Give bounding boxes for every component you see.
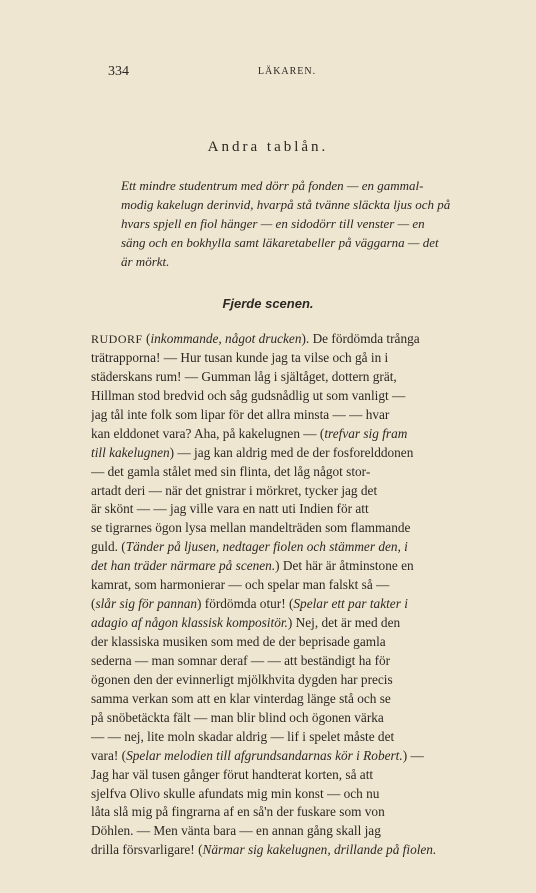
spoken-text: ( — [142, 331, 151, 346]
spoken-text: är skönt — — jag ville vara en natt uti Indien för att — [91, 501, 369, 517]
spoken-text: sjelfva Olivo skulle afundats mig min konst — och nu — [91, 785, 380, 801]
spoken-text: ). De fördömda trånga — [301, 331, 420, 346]
stage-direction-inline: Spelar melodien till afgrundsandarnas kör i Robert. — [126, 747, 403, 763]
text-line — [91, 841, 504, 860]
spoken-text: jag tål inte folk som lipar för det allra minsta — — hvar — [91, 406, 390, 422]
text-line — [91, 387, 504, 406]
text-line — [91, 671, 504, 690]
stage-direction-inline: slår sig för pannan — [95, 596, 198, 612]
text-line — [91, 425, 504, 444]
spoken-text: der klassiska musiken som med de der beprisade gamla — [91, 634, 386, 649]
stage-direction-inline: adagio af någon klassisk kompositör. — [91, 615, 288, 631]
text-line — [91, 538, 504, 557]
stage-direction-line: säng och en bokhylla samt läkaretabeller på väggarna — det — [121, 235, 439, 250]
stage-direction-inline: Tänder på ljusen, nedtager fiolen och stämmer den, i — [125, 539, 408, 555]
text-line — [91, 747, 504, 766]
spoken-text: sederna — man somnar deraf — — att beständigt ha för — [91, 652, 391, 668]
stage-direction-inline: Spelar ett par takter i — [293, 596, 408, 612]
text-line — [91, 728, 504, 747]
spoken-text: ) — jag kan aldrig med de der fosforelddonen — [169, 444, 414, 460]
stage-direction-inline: trefvar sig fram — [324, 425, 408, 441]
text-line — [91, 822, 504, 841]
page-header — [108, 64, 466, 84]
text-line — [91, 614, 504, 633]
spoken-text: ögonen den der evinnerligt mjölkhvita dygden har precis — [91, 671, 393, 687]
spoken-text: låta slå mig på fingrarna af en så'n der fuskare som von — [91, 804, 385, 820]
spoken-text: artadt deri — när det gnistrar i mörkret, tycker jag det — [91, 482, 378, 498]
spoken-text: ( — [91, 596, 96, 612]
text-line — [91, 406, 504, 425]
spoken-text: städerskans rum! — Gumman låg i själtåget, dottern grät, — [91, 368, 397, 384]
stage-direction-inline: det han träder närmare på scenen. — [91, 558, 276, 574]
text-line — [91, 330, 504, 349]
spoken-text: Döhlen. — Men vänta bara — en annan gång skall jag — [91, 823, 381, 839]
stage-direction-line: modig kakelugn derinvid, hvarpå stå tvänne släckta ljus och på — [121, 197, 451, 212]
stage-direction-line: Ett mindre studentrum med dörr på fonden — en gammal- — [121, 178, 424, 193]
tableau-title: Andra tablån. — [207, 139, 329, 155]
spoken-text: Jag har väl tusen gånger förut handterat korten, så att — [91, 766, 374, 782]
stage-direction — [121, 176, 490, 271]
spoken-text: ) fördömda otur! ( — [197, 596, 294, 612]
text-line — [91, 482, 504, 501]
spoken-text: guld. ( — [91, 539, 126, 555]
spoken-text: ) — — [402, 747, 424, 763]
text-line — [91, 349, 504, 368]
spoken-text: samma verkan som att en klar vinterdag länge stå och se — [91, 690, 391, 706]
text-line — [91, 463, 504, 482]
page-number: 334 — [108, 64, 129, 79]
spoken-text: på snöbetäckta fält — man blir blind och ögonen värka — [91, 709, 384, 725]
stage-direction-line: hvars spjell en fiol hänger — en sidodörr till venster — en — [121, 216, 425, 231]
stage-direction-inline: Närmar sig kakelugnen, drillande på fiolen. — [202, 842, 437, 858]
stage-direction-line: är mörkt. — [121, 254, 170, 269]
spoken-text: ) Det här är åtminstone en — [275, 558, 414, 574]
text-line — [91, 444, 504, 463]
text-line — [91, 576, 504, 595]
text-line — [91, 803, 504, 822]
spoken-text: se tigrarnes ögon lysa mellan mandelträden som flammande — [91, 520, 411, 536]
scene-heading: Fjerde scenen. — [222, 296, 314, 311]
stage-direction-inline: till kakelugnen — [91, 444, 170, 460]
text-line — [91, 595, 504, 614]
spoken-text: vara! ( — [91, 747, 127, 763]
spoken-text: kan elddonet vara? Aha, på kakelugnen — ( — [91, 425, 325, 441]
speaker-name: RUDORF — [91, 332, 143, 346]
spoken-text: kamrat, som harmonierar — och spelar man falskt så — — [91, 577, 390, 593]
spoken-text: Hillman stod bredvid och såg gudsnådlig ut som vanligt — — [91, 387, 406, 403]
text-line — [91, 368, 504, 387]
text-line — [91, 633, 504, 652]
spoken-text: — det gamla stålet med sin flinta, det låg något stor- — [91, 463, 371, 479]
spoken-text: trätrapporna! — Hur tusan kunde jag ta vilse och gå in i — [91, 349, 389, 365]
text-line — [91, 652, 504, 671]
spoken-text: drilla försvarligare! ( — [91, 842, 203, 858]
text-line — [91, 785, 504, 804]
running-head: LÄKAREN. — [257, 66, 317, 77]
text-line — [91, 709, 504, 728]
stage-direction-inline: inkommande, något drucken — [150, 331, 302, 346]
text-line — [91, 500, 504, 519]
text-line — [91, 519, 504, 538]
spoken-text: ) Nej, det är med den — [287, 615, 401, 631]
text-line — [91, 766, 504, 785]
text-line — [91, 690, 504, 709]
dialogue-block — [91, 330, 504, 860]
spoken-text: — — nej, lite moln skadar aldrig — lif i spelet måste det — [91, 728, 395, 744]
text-line — [91, 557, 504, 576]
